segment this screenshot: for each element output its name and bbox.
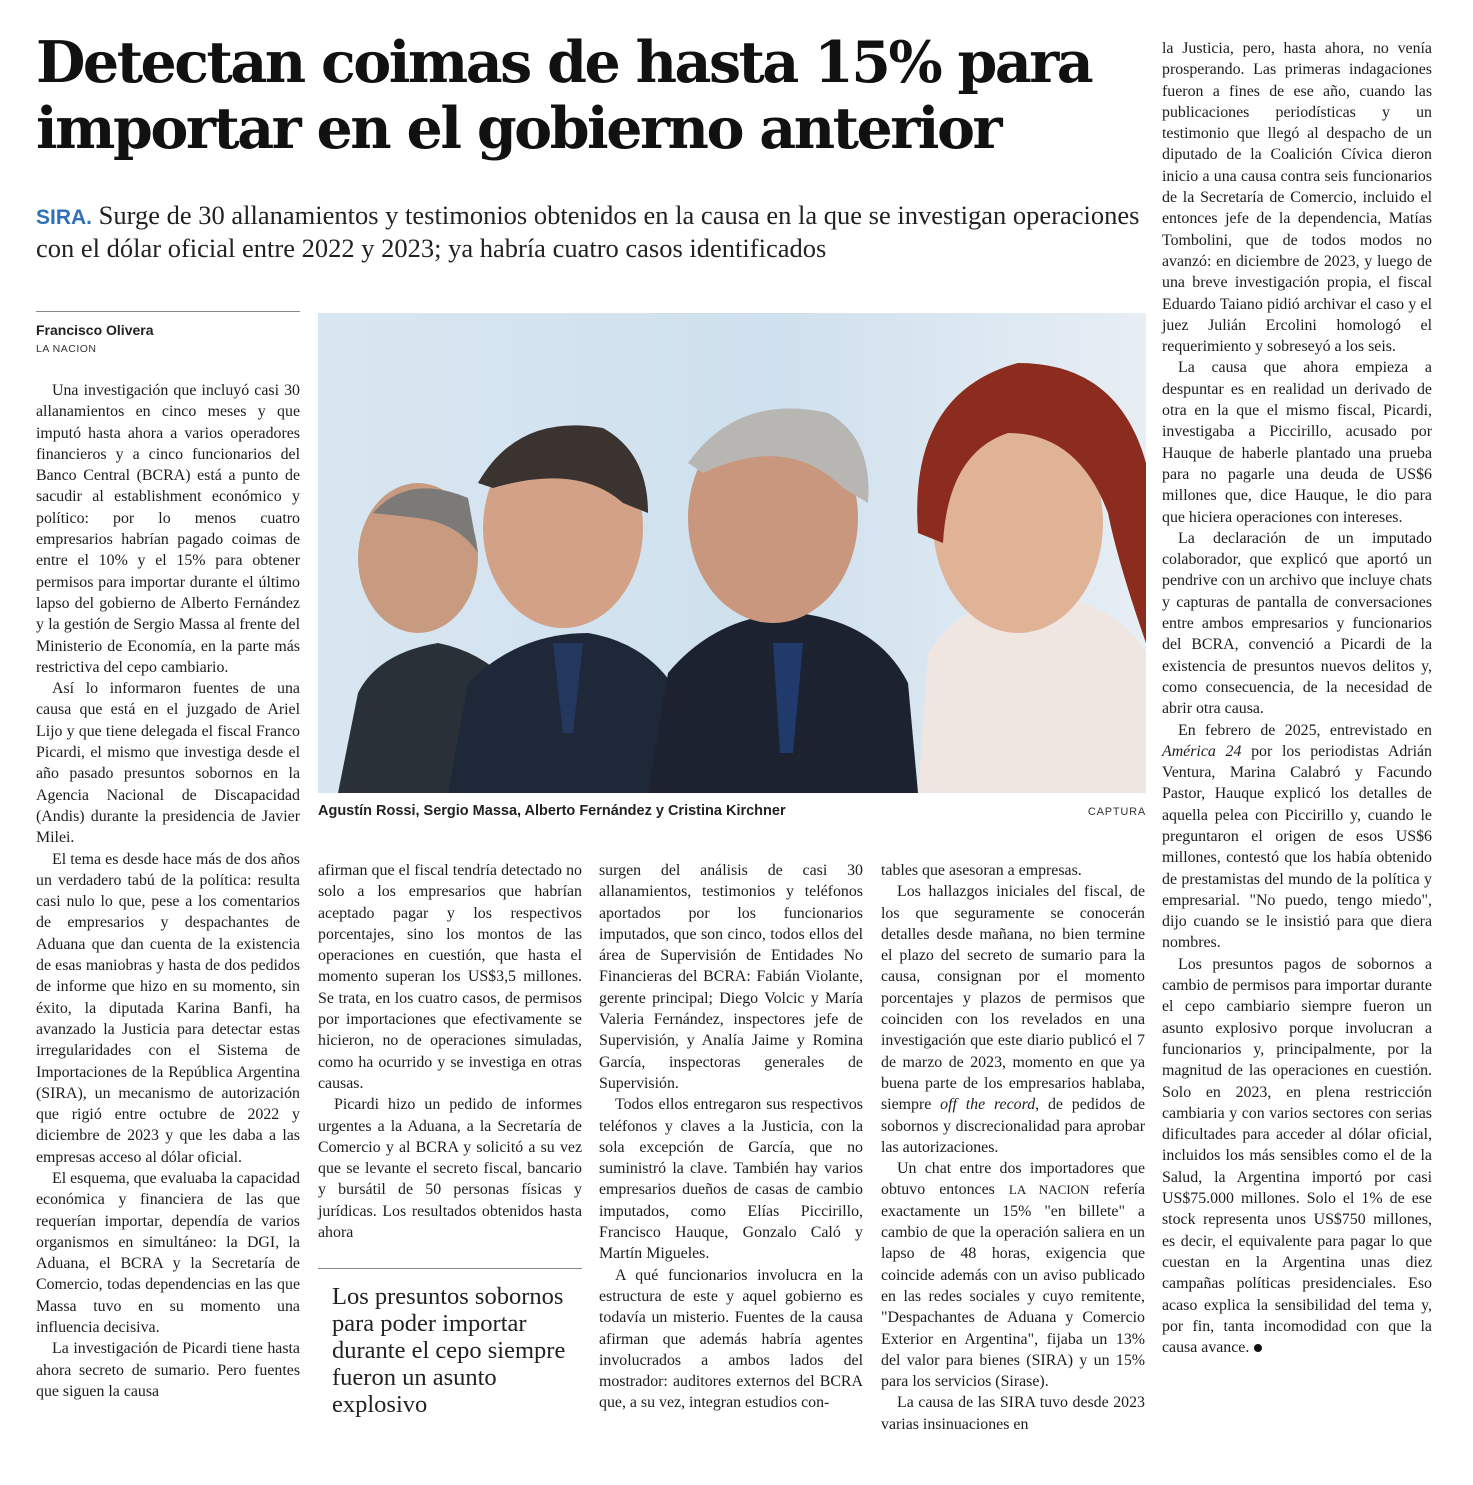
- paragraph: [1162, 720, 1432, 954]
- byline-outlet: LA NACION: [36, 343, 97, 355]
- paragraph: A qué funcionarios involucra en la estructura de este y aquel gobierno es todavía un misterio. Fuentes de la causa afirman que además habría agentes involucrados a ambos lados del mostrador: auditores externos del BCRA que, a su vez, integran estudios con-: [599, 1266, 863, 1412]
- paragraph-text: por los periodistas Adrián Ventura, Marina Calabró y Facundo Pastor, Hauque explicó los detalles de aquella pelea con Piccirillo y, cuando le preguntaron el origen de esos US$6 millones, contestó que los había obtenido de prestamistas del mundo de la política y empresarial. "No puedo, tengo miedo", dijo cuando se le insistió para que diera nombres.: [1162, 742, 1432, 952]
- paragraph-text: Los presuntos pagos de sobornos a cambio de permisos para importar durante el cepo cambiario siempre fueron un asunto explosivo porque involucran a funcionarios y, principalmente, por la magnitud de las operaciones en cuestión. Solo en 2023, en plena restricción cambiaria y con varios sectores con serias dificultades para acceder al dólar oficial, incluidos los más sensibles como el de la Salud, la Argentina importó por casi US$75.000 millones. Solo el 1% de ese stock representa unos US$750 millones, es decir, el equivalente para pagar lo que cuestan en la Argentina unas diez campañas políticas presidenciales. Eso acaso explica la sensibilidad del tema y, por fin, tanta incomodidad con que la causa avance.: [1162, 955, 1432, 1357]
- paragraph: La causa de las SIRA tuvo desde 2023 varias insinuaciones en: [881, 1394, 1145, 1433]
- photo-illustration: [318, 313, 1146, 793]
- headline: Detectan coimas de hasta 15% para importar en el gobierno anterior: [36, 29, 1092, 162]
- column-3: [599, 860, 863, 1414]
- outlet-mention: LA NACION: [1008, 1182, 1090, 1198]
- photo-caption: Agustín Rossi, Sergio Massa, Alberto Fernández y Cristina Kirchner: [318, 803, 786, 819]
- byline-author: Francisco Olivera: [36, 322, 154, 338]
- paragraph-text: En febrero de 2025, entrevistado en: [1178, 721, 1432, 739]
- pull-quote: [318, 1268, 582, 1418]
- paragraph: la Justicia, pero, hasta ahora, no venía prosperando. Las primeras indagaciones fueron a fines de ese año, cuando las publicaciones periodísticas y un testimonio que llegó al despacho de un diputado de la Coalición Cívica dieron inicio a una causa contra seis funcionarios de la Secretaría de Comercio, incluido el entonces jefe de la dependencia, Matías Tombolini, que de todos modos no avanzó: en diciembre de 2023, y luego de una breve investigación propia, el fiscal Eduardo Taiano pidió archivar el caso y el juez Julián Ercolini homologó el requerimiento y sobreseyó a los seis.: [1162, 40, 1432, 356]
- paragraph: [881, 1158, 1145, 1392]
- paragraph: Picardi hizo un pedido de informes urgentes a la Aduana, a la Secretaría de Comercio y al BCRA y solicitó a su vez que se levante el secreto fiscal, bancario y bursátil de 50 personas físicas y jurídicas. Los resultados obtenidos hasta ahora: [318, 1096, 582, 1242]
- paragraph: La declaración de un imputado colaborador, que explicó que aportó un pendrive con un archivo que incluye chats y capturas de pantalla de conversaciones entre ambos empresarios y funcionarios del BCRA, convenció a Picardi de la existencia de presuntos nuevos delitos y, como consecuencia, de la necesidad de abrir otra causa.: [1162, 529, 1432, 718]
- paragraph: El esquema, que evaluaba la capacidad económica y financiera de las que requerían importar, dependía de varios organismos en simultáneo: la DGI, la Aduana, el BCRA y la Secretaría de Comercio, todas dependencias en las que Massa tuvo en su momento una influencia decisiva.: [36, 1169, 300, 1337]
- column-4: [881, 860, 1145, 1435]
- paragraph-text: Los hallazgos iniciales del fiscal, de los que seguramente se conocerán detalles desde mañana, no bien termine el plazo del secreto de sumario para la causa, consignan por el momento porcentajes y plazos de permisos que coinciden con los revelados en una investigación que este diario publicó el 7 de marzo de 2023, momento en que ya buena parte de los empresarios hablaba, siempre: [881, 883, 1145, 1114]
- paragraph: [881, 881, 1145, 1158]
- article-photo: [318, 313, 1146, 793]
- paragraph: La investigación de Picardi tiene hasta ahora secreto de sumario. Pero fuentes que siguen la causa: [36, 1340, 300, 1400]
- paragraph: Así lo informaron fuentes de una causa que está en el juzgado de Ariel Lijo y que tiene delegada el fiscal Franco Picardi, el mismo que investiga desde el año pasado presuntos sobornos en la Agencia Nacional de Discapacidad (Andis) durante la presidencia de Javier Milei.: [36, 680, 300, 847]
- paragraph: La causa que ahora empieza a despuntar es en realidad un derivado de otra en la que el mismo fiscal, Picardi, investigaba a Piccirillo, acusado por Hauque de haberle plantado una prueba para no pagarle una deuda de US$6 millones que, dice Hauque, le dio para que hiciera operaciones con intereses.: [1162, 359, 1432, 526]
- column-2: [318, 860, 582, 1243]
- photo-credit: CAPTURA: [1087, 806, 1146, 818]
- italic-phrase: América 24: [1162, 742, 1242, 760]
- paragraph: [1162, 954, 1432, 1359]
- subheadline: [36, 200, 1146, 264]
- paragraph: afirman que el fiscal tendría detectado no solo a los empresarios que habrían aceptado pagar y los respectivos porcentajes, sino los montos de las operaciones en cuestión, que hasta el momento superan los US$3,5 millones. Se trata, en los cuatro casos, de permisos por importaciones que efectivamente se hicieron, no de operaciones simuladas, como ha ocurrido y se investiga en otras causas.: [318, 862, 582, 1092]
- byline-divider: [36, 311, 300, 312]
- paragraph-text: Un chat entre dos importadores que obtuvo entonces: [881, 1160, 1145, 1199]
- italic-phrase: off the record: [940, 1096, 1036, 1114]
- paragraph: surgen del análisis de casi 30 allanamientos, testimonios y teléfonos aportados por los funcionarios imputados, que son cinco, todos ellos del área de Supervisión de Entidades No Financieras del BCRA: Fabián Violante, gerente principal; Diego Volcic y María Valeria Fernández, inspectores jefe de Supervisión, y Analía Jaime y Romina García, inspectoras generales de Supervisión.: [599, 862, 863, 1092]
- end-mark-icon: [1254, 1344, 1262, 1352]
- paragraph: Una investigación que incluyó casi 30 allanamientos en cinco meses y que imputó hasta ahora a varios operadores financieros y a cinco funcionarios del Banco Central (BCRA) está a punto de sacudir al establishment económico y político: por lo menos cuatro empresarios habrían pagado coimas de entre el 10% y el 15% para obtener permisos para importar durante el último lapso del gobierno de Alberto Fernández y la gestión de Sergio Massa al frente del Ministerio de Economía, en la parte más restrictiva del cepo cambiario.: [36, 382, 300, 676]
- subheadline-text: Surge de 30 allanamientos y testimonios obtenidos en la causa en la que se investigan operaciones con el dólar oficial entre 2022 y 2023; ya habría cuatro casos identificados: [36, 200, 1140, 263]
- pull-quote-text: Los presuntos sobornos para poder importar durante el cepo siempre fueron un asunto explosivo: [332, 1283, 566, 1418]
- paragraph-text: refería exactamente un 15% "en billete" a cambio de que la operación saliera en un lapso de 48 horas, exigencia que coincide además con un aviso publicado en las redes sociales y cuyo remitente, "Despachantes de Aduana y Comercio Exterior en Argentina", fijaba un 13% del valor para bienes (SIRA) y un 15% para los servicios (Sirase).: [881, 1181, 1145, 1391]
- section-tag: SIRA.: [36, 206, 93, 229]
- paragraph: Todos ellos entregaron sus respectivos teléfonos y claves a la Justicia, con la sola excepción de García, que no suministró la clave. También hay varios empresarios dueños de casas de cambio imputados, como Elías Piccirillo, Francisco Hauque, Gonzalo Caló y Martín Migueles.: [599, 1096, 863, 1263]
- column-1: [36, 380, 300, 1402]
- pull-quote-rule: [318, 1268, 582, 1269]
- paragraph: tables que asesoran a empresas.: [881, 862, 1082, 879]
- column-5: [1162, 38, 1432, 1358]
- paragraph-text: , de pedidos de sobornos y discrecionalidad para aprobar las autorizaciones.: [881, 1096, 1146, 1156]
- paragraph: El tema es desde hace más de dos años un verdadero tabú de la política: resulta casi nulo lo que, pese a los comentarios de empresarios y despachantes de Aduana que dan cuenta de la existencia de esas maniobras y hasta de dos pedidos de informe que hizo en su momento, sin éxito, la diputada Karina Banfi, ha avanzado la Justicia para detectar estas irregularidades con el Sistema de Importaciones de la República Argentina (SIRA), un mecanismo de autorización que rigió entre octubre de 2022 y diciembre de 2023 y que les daba a las empresas acceso al dólar oficial.: [36, 850, 300, 1166]
